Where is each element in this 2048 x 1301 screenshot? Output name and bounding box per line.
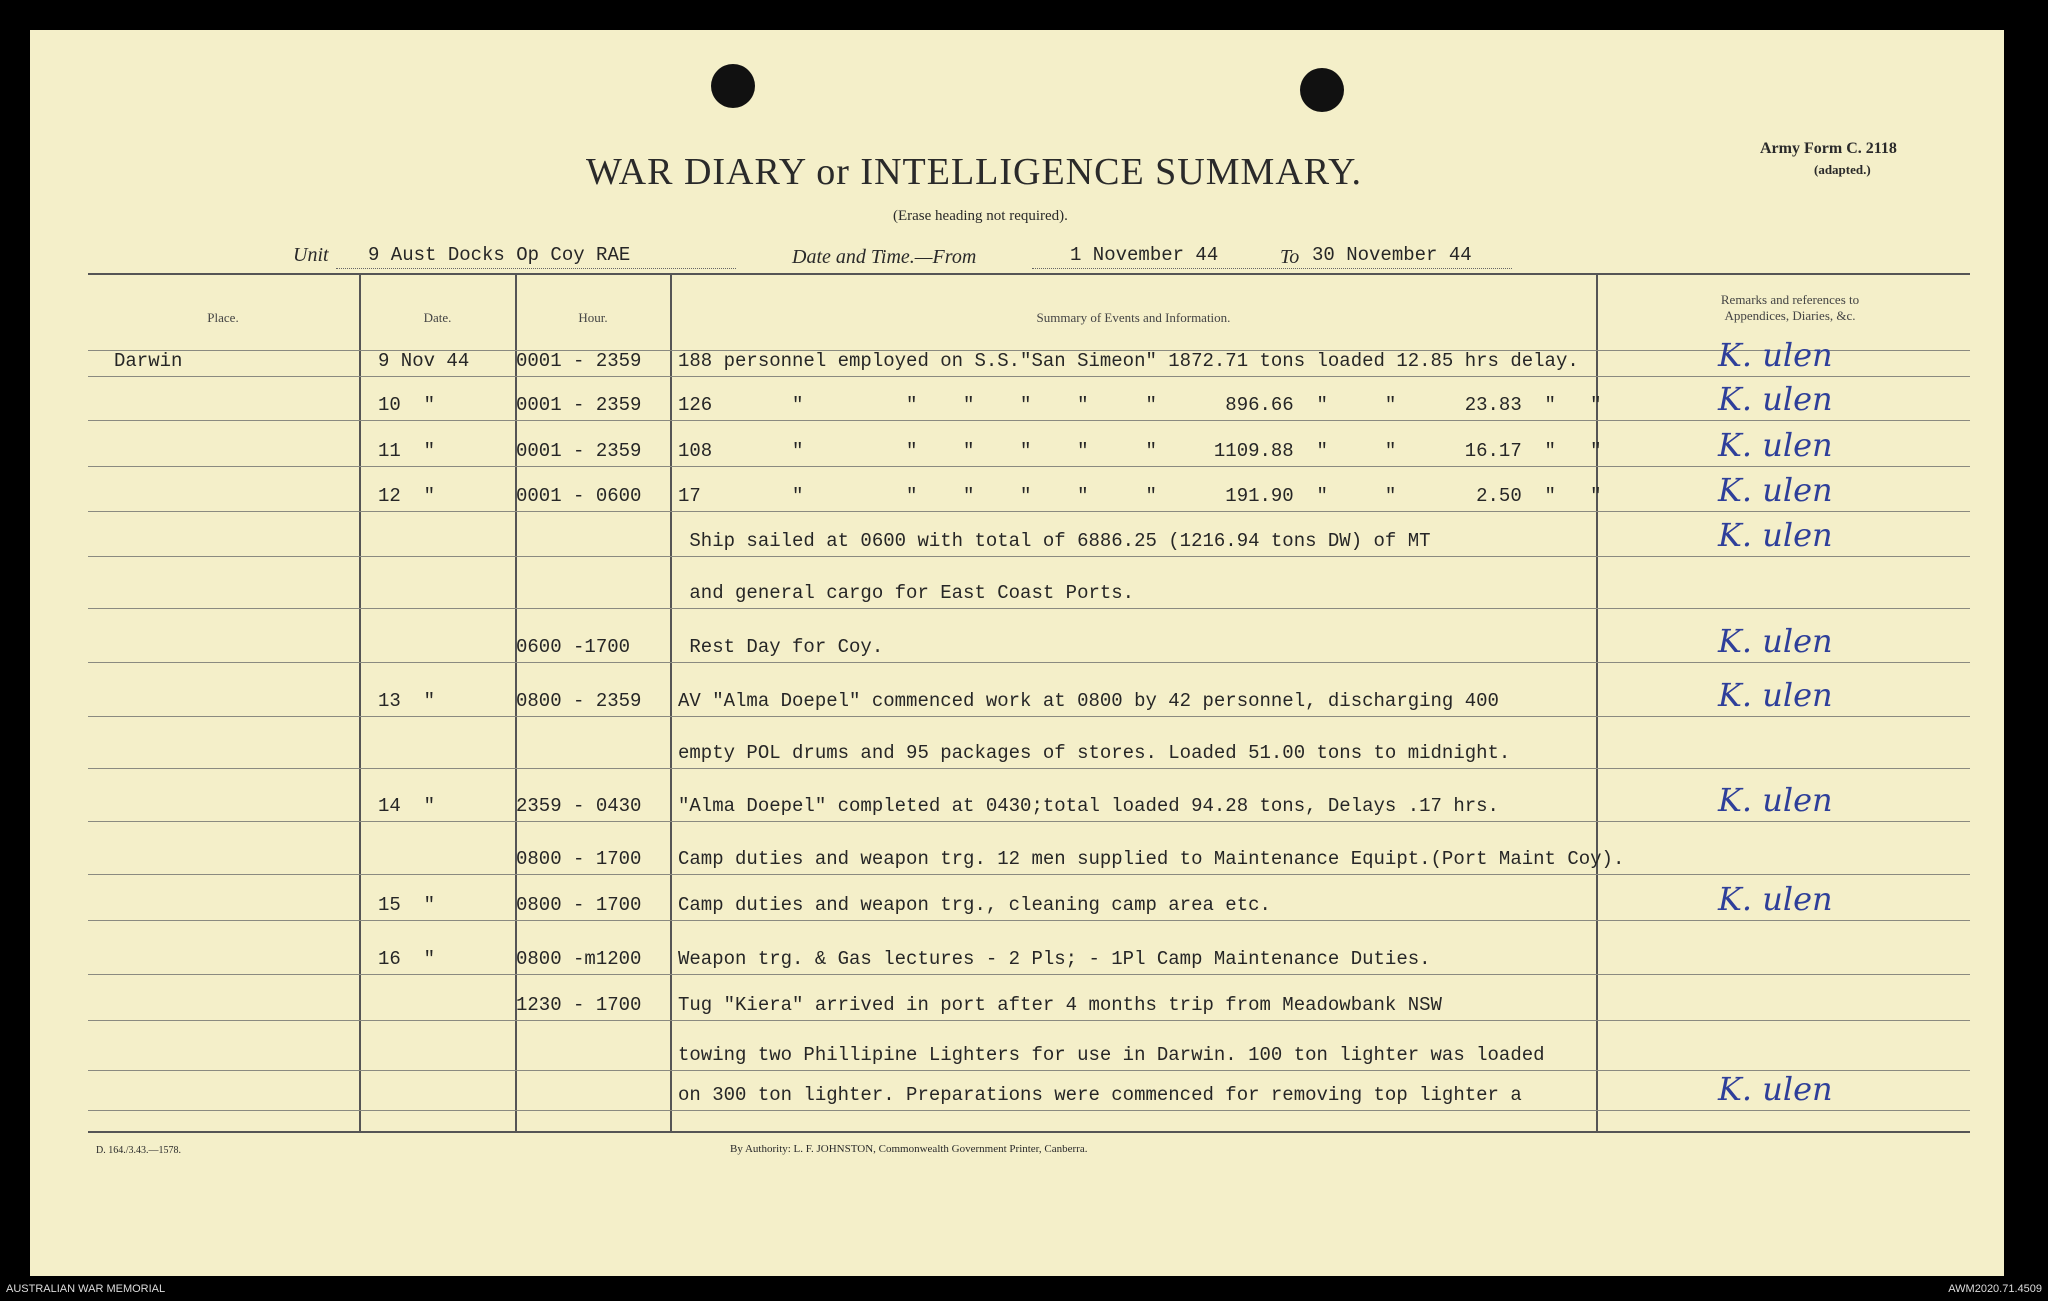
column-divider-hour <box>670 275 672 1132</box>
entry-hour: 0001 - 0600 <box>516 485 642 507</box>
footer-authority: By Authority: L. F. JOHNSTON, Commonwealth Government Printer, Canberra. <box>730 1143 1088 1155</box>
row-rule <box>88 376 1970 377</box>
entry-date: 11 " <box>378 440 436 462</box>
entry-date: 13 " <box>378 690 436 712</box>
remarks-signature: K. ulen <box>1718 622 1833 660</box>
remarks-signature: K. ulen <box>1718 426 1833 464</box>
entry-hour: 1230 - 1700 <box>516 994 642 1016</box>
remarks-signature: K. ulen <box>1718 781 1833 819</box>
entry-place: Darwin <box>114 350 183 372</box>
table-bottom-border <box>88 1131 1970 1133</box>
diary-sheet <box>30 30 2004 1276</box>
column-header-remarks: Remarks and references to Appendices, Diaries, &c. <box>1720 292 1860 323</box>
row-rule <box>88 821 1970 822</box>
archive-reference: AWM2020.71.4509 <box>1948 1283 2042 1295</box>
remarks-signature: K. ulen <box>1718 471 1833 509</box>
entry-summary: Rest Day for Coy. <box>678 636 884 658</box>
entry-hour: 0800 -m1200 <box>516 948 642 970</box>
entry-summary: Weapon trg. & Gas lectures - 2 Pls; - 1Pl Camp Maintenance Duties. <box>678 948 1431 970</box>
entry-hour: 0800 - 1700 <box>516 848 642 870</box>
entry-hour: 2359 - 0430 <box>516 795 642 817</box>
row-rule <box>88 974 1970 975</box>
column-divider-place <box>359 275 361 1132</box>
row-rule <box>88 1020 1970 1021</box>
entry-summary: 126 " " " " " " 896.66 " " 23.83 " " <box>678 394 1602 416</box>
entry-hour: 0800 - 2359 <box>516 690 642 712</box>
entry-hour: 0001 - 2359 <box>516 394 642 416</box>
entry-summary: Tug "Kiera" arrived in port after 4 months trip from Meadowbank NSW <box>678 994 1442 1016</box>
entry-summary: "Alma Doepel" completed at 0430;total loaded 94.28 tons, Delays .17 hrs. <box>678 795 1499 817</box>
date-label: Date and Time.—From <box>792 246 977 268</box>
unit-dotted-line <box>336 268 736 269</box>
entry-hour: 0600 -1700 <box>516 636 631 658</box>
entry-summary: Ship sailed at 0600 with total of 6886.25 (1216.94 tons DW) of MT <box>678 530 1431 552</box>
to-label: To <box>1280 246 1300 268</box>
column-header-date: Date. <box>423 310 452 325</box>
entry-date: 9 Nov 44 <box>378 350 470 372</box>
date-from: 1 November 44 <box>1070 244 1219 266</box>
entry-summary: and general cargo for East Coast Ports. <box>678 582 1135 604</box>
entry-summary: 108 " " " " " " 1109.88 " " 16.17 " " <box>678 440 1602 462</box>
entry-hour: 0800 - 1700 <box>516 894 642 916</box>
page-title: WAR DIARY or INTELLIGENCE SUMMARY. <box>586 151 1363 193</box>
entry-summary: empty POL drums and 95 packages of stores. Loaded 51.00 tons to midnight. <box>678 742 1511 764</box>
page-subtitle: (Erase heading not required). <box>893 208 1068 224</box>
entry-summary: Camp duties and weapon trg., cleaning camp area etc. <box>678 894 1271 916</box>
footer-form-code: D. 164./3.43.—1578. <box>96 1145 181 1156</box>
remarks-signature: K. ulen <box>1718 880 1833 918</box>
entry-date: 12 " <box>378 485 436 507</box>
entry-summary: Camp duties and weapon trg. 12 men supplied to Maintenance Equipt.(Port Maint Coy). <box>678 848 1625 870</box>
date-dotted-line <box>1032 268 1512 269</box>
column-header-summary: Summary of Events and Information. <box>1036 310 1231 325</box>
row-rule <box>88 608 1970 609</box>
row-rule <box>88 716 1970 717</box>
unit-label: Unit <box>293 244 329 266</box>
row-rule <box>88 662 1970 663</box>
remarks-signature: K. ulen <box>1718 380 1833 418</box>
entry-summary: on 300 ton lighter. Preparations were commenced for removing top lighter a <box>678 1084 1522 1106</box>
entry-summary: 188 personnel employed on S.S."San Simeon" 1872.71 tons loaded 12.85 hrs delay. <box>678 350 1579 372</box>
entry-summary: AV "Alma Doepel" commenced work at 0800 by 42 personnel, discharging 400 <box>678 690 1499 712</box>
table-top-border <box>88 273 1970 275</box>
row-rule <box>88 1070 1970 1071</box>
row-rule <box>88 920 1970 921</box>
archive-label: AUSTRALIAN WAR MEMORIAL <box>6 1283 166 1295</box>
entry-date: 15 " <box>378 894 436 916</box>
row-rule <box>88 420 1970 421</box>
form-note: (adapted.) <box>1814 162 1871 177</box>
row-rule <box>88 768 1970 769</box>
remarks-signature: K. ulen <box>1718 516 1833 554</box>
entry-date: 14 " <box>378 795 436 817</box>
date-to: 30 November 44 <box>1312 244 1472 266</box>
form-id: Army Form C. 2118 <box>1760 140 1897 157</box>
row-rule <box>88 466 1970 467</box>
unit-value: 9 Aust Docks Op Coy RAE <box>368 244 631 266</box>
row-rule <box>88 556 1970 557</box>
column-header-hour: Hour. <box>578 310 608 325</box>
punch-hole-left <box>711 64 755 108</box>
remarks-signature: K. ulen <box>1718 676 1833 714</box>
entry-date: 16 " <box>378 948 436 970</box>
row-rule <box>88 1110 1970 1111</box>
entry-summary: towing two Phillipine Lighters for use in Darwin. 100 ton lighter was loaded <box>678 1044 1545 1066</box>
row-rule <box>88 511 1970 512</box>
row-rule <box>88 874 1970 875</box>
entry-date: 10 " <box>378 394 436 416</box>
entry-hour: 0001 - 2359 <box>516 350 642 372</box>
remarks-signature: K. ulen <box>1718 336 1833 374</box>
column-header-place: Place. <box>207 310 239 325</box>
entry-hour: 0001 - 2359 <box>516 440 642 462</box>
remarks-signature: K. ulen <box>1718 1070 1833 1108</box>
punch-hole-right <box>1300 68 1344 112</box>
entry-summary: 17 " " " " " " 191.90 " " 2.50 " " <box>678 485 1602 507</box>
